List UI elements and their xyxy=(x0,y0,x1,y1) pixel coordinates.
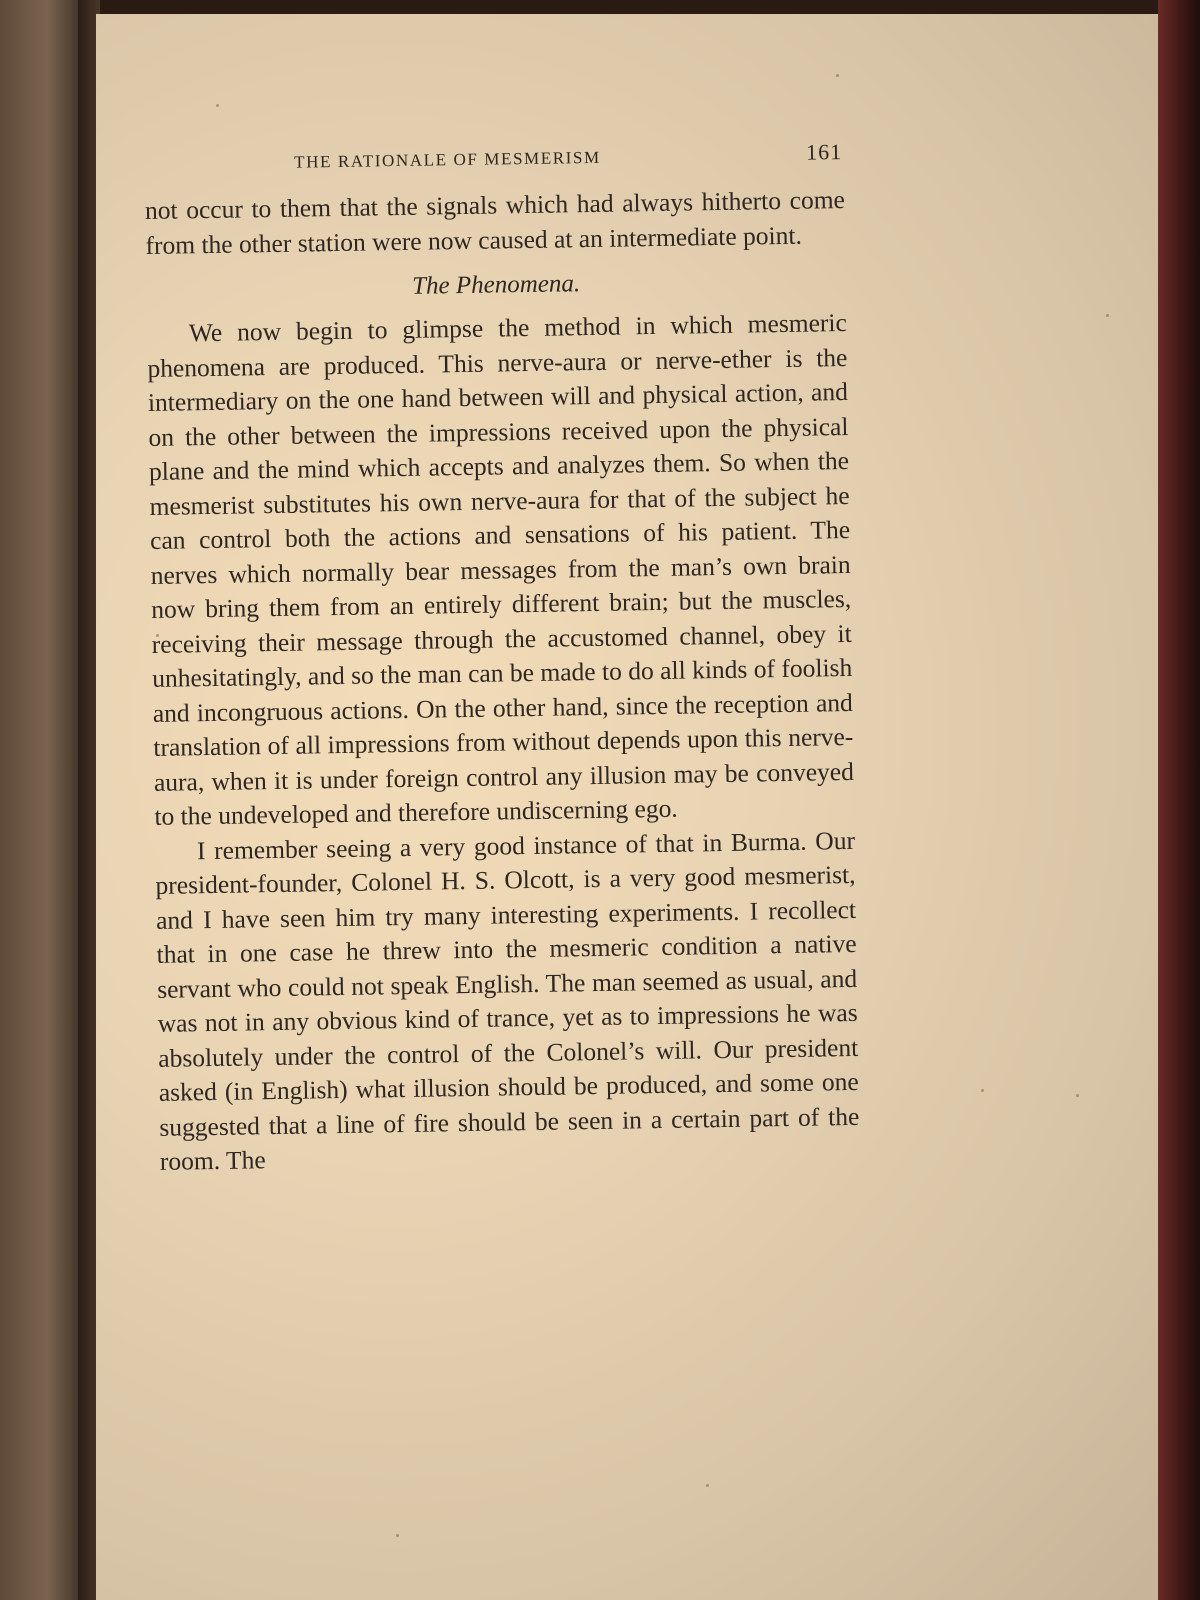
running-title: THE RATIONALE OF MESMERISM xyxy=(294,147,601,172)
paragraph-burma: I remember seeing a very good instance of that in Burma. Our president-founder, Colonel H. S. Olcott, is a very good mesmerist, and I have seen him try many interesting experiments. I recollect that in one case he threw into the mesmeric condition a native servant who could not speak English. The man seemed as usual, and was not in any obvious kind of trance, yet as to impressions he was absolutely under the control of the Colonel’s will. Our president asked (in English) what illusion should be produced, and some one suggested that a line of fire should be seen in a certain part of the room. The xyxy=(155,825,860,1176)
paragraph-continuation: not occur to them that the signals which had always hitherto come from the other station were now caused at an intermediate point. xyxy=(144,184,846,260)
paragraph-phenomena: We now begin to glimpse the method in which mesmeric phenomena are produced. This nerve-aura or nerve-ether is the intermediary on the one hand between will and physical action, and on the other between the impressions received upon the physical plane and the mind which accepts and analyzes them. So when the mesmerist substitutes his own nerve-aura for that of the subject he can control both the actions and sensations of his patient. The nerves which normally bear messages from the man’s own brain now bring them from an entirely different brain; but the muscles, receiving their message through the accustomed channel, obey it unhesitatingly, and so the man can be made to do all kinds of foolish and incongruous actions. On the other hand, since the reception and translation of all impressions from without depends upon this nerve-aura, when it is under foreign control any illusion may be conveyed to the undeveloped and therefore undiscerning ego. xyxy=(147,307,855,831)
section-heading: The Phenomena. xyxy=(411,270,581,300)
page-number: 161 xyxy=(805,139,843,165)
facing-page-edge xyxy=(0,0,86,1600)
page-content xyxy=(144,139,860,1179)
book-cover-edge xyxy=(1158,0,1200,1600)
